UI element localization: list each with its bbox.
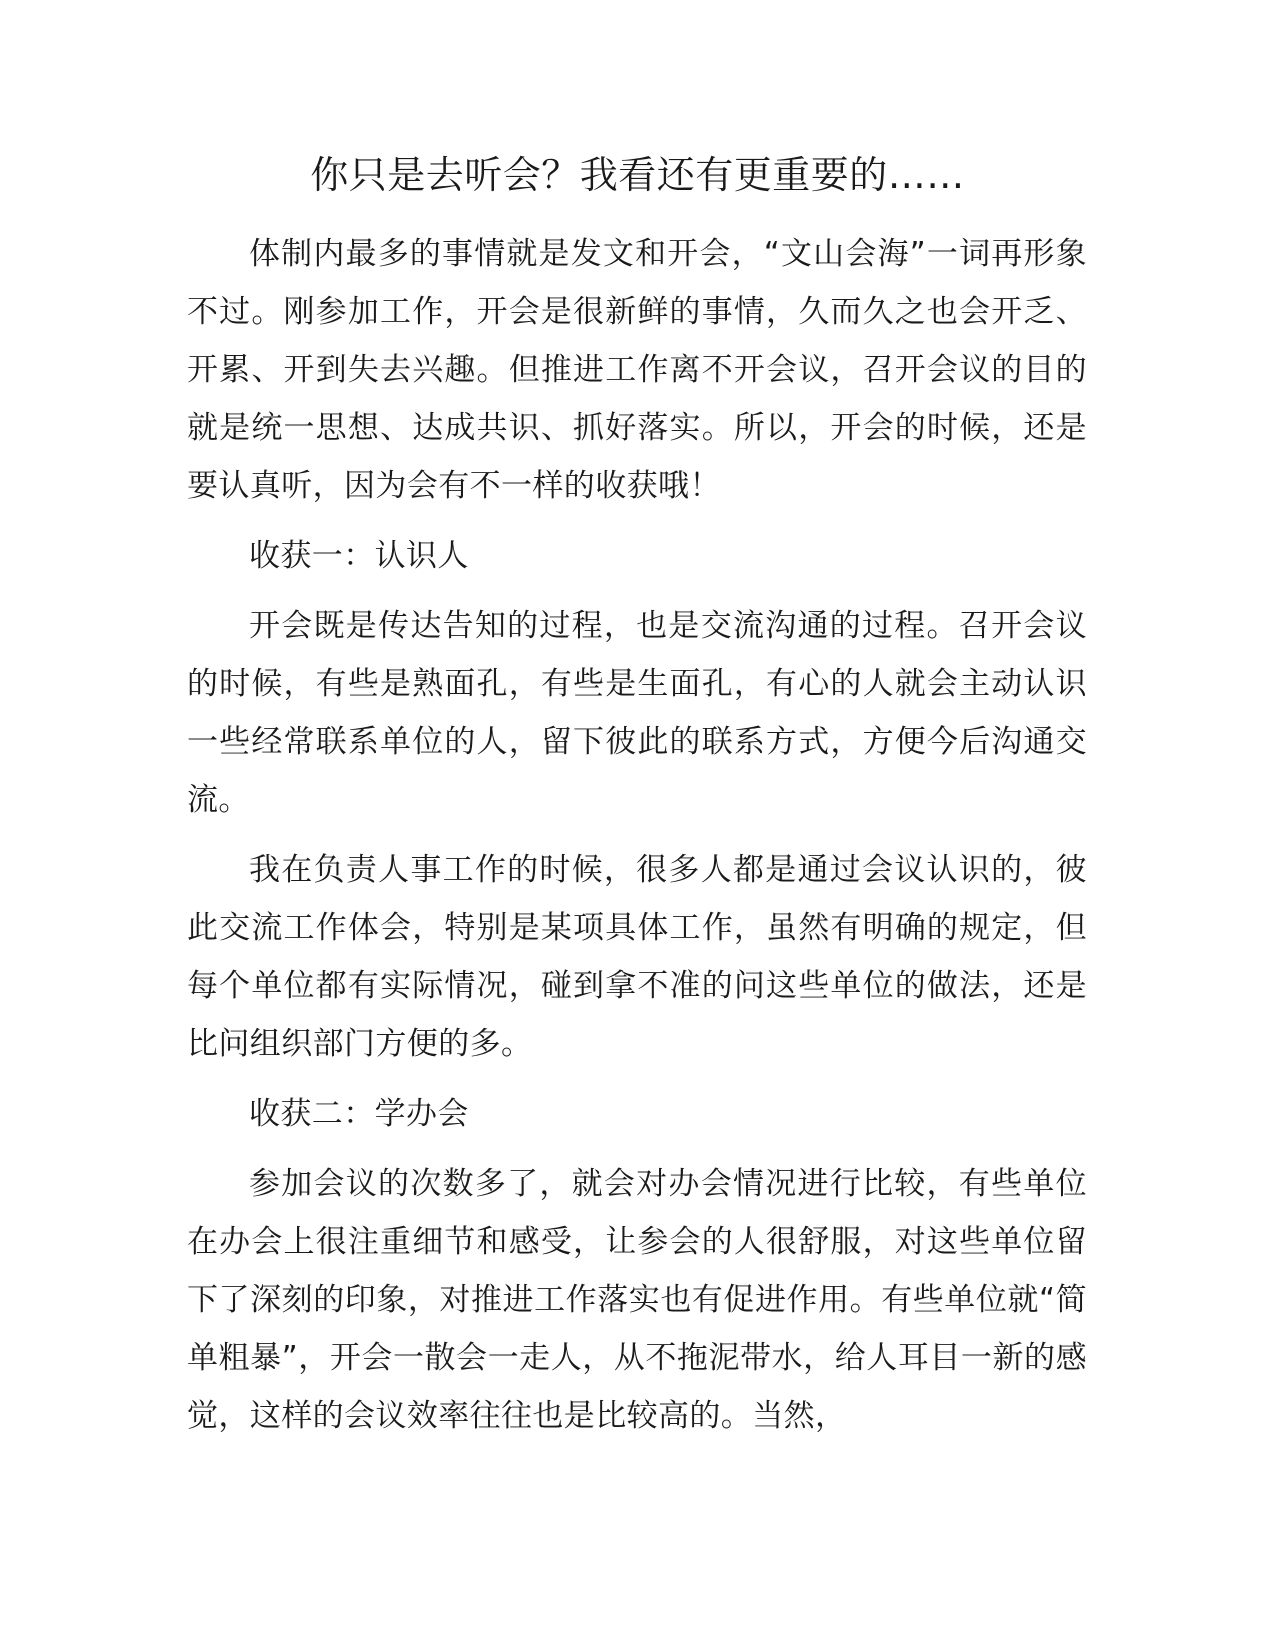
document-body	[187, 225, 1087, 1445]
paragraph-organizing-meetings: 参加会议的次数多了，就会对办会情况进行比较，有些单位在办会上很注重细节和感受，让参会的人很舒服，对这些单位留下了深刻的印象，对推进工作落实也有促进作用。有些单位就“简单粗暴”，开会一散会一走人，从不拖泥带水，给人耳目一新的感觉，这样的会议效率往往也是比较高的。当然，	[187, 1166, 1087, 1434]
document-title: 你只是去听会？我看还有更重要的……	[310, 153, 965, 197]
paragraph-personnel-work: 我在负责人事工作的时候，很多人都是通过会议认识的，彼此交流工作体会，特别是某项具体工作，虽然有明确的规定，但每个单位都有实际情况，碰到拿不准的问这些单位的做法，还是比问组织部门方便的多。	[187, 852, 1087, 1062]
paragraph-intro: 体制内最多的事情就是发文和开会，“文山会海”一词再形象不过。刚参加工作，开会是很新鲜的事情，久而久之也会开乏、开累、开到失去兴趣。但推进工作离不开会议，召开会议的目的就是统一思想、达成共识、抓好落实。所以，开会的时候，还是要认真听，因为会有不一样的收获哦！	[187, 236, 1087, 504]
paragraph-meeting-people: 开会既是传达告知的过程，也是交流沟通的过程。召开会议的时候，有些是熟面孔，有些是生面孔，有心的人就会主动认识一些经常联系单位的人，留下彼此的联系方式，方便今后沟通交流。	[187, 608, 1087, 818]
section-heading-1: 收获一：认识人	[249, 538, 469, 574]
section-heading-2: 收获二：学办会	[249, 1096, 469, 1132]
